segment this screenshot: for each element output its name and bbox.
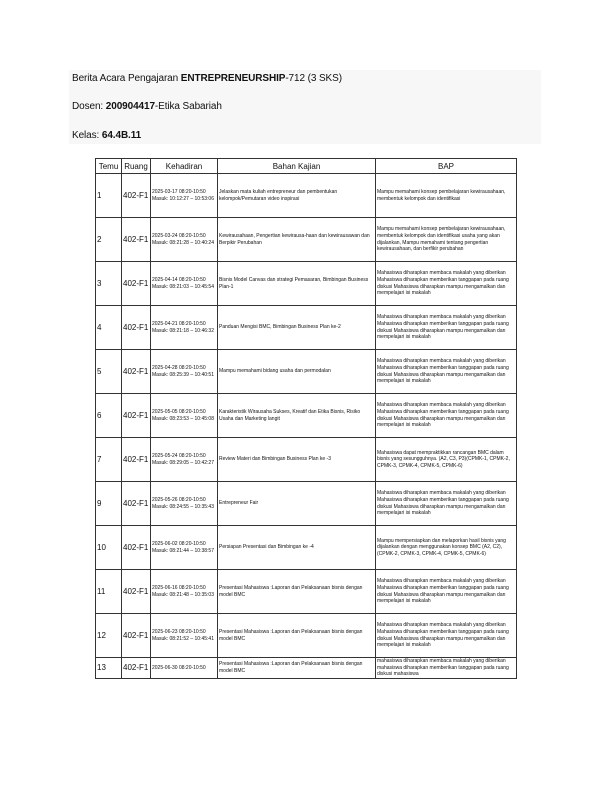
col-header-bap: BAP bbox=[376, 159, 517, 174]
cell-bahan-kajian: Mampu memahami bidang usaha dan permodalan bbox=[218, 350, 376, 394]
report-title: Berita Acara Pengajaran ENTREPRENEURSHIP-712 (3 SKS) bbox=[72, 73, 342, 84]
cell-temu: 7 bbox=[96, 438, 122, 482]
cell-kehadiran: 2025-04-14 08:20-10:50 Masuk: 08:21:03 – 10:45:54 bbox=[151, 262, 218, 306]
cell-bahan-kajian: Presentasi Mahasiswa :Laporan dan Pelaksanaan bisnis dengan model BMC bbox=[218, 658, 376, 679]
cell-ruang: 402-F1 bbox=[122, 570, 151, 614]
col-header-temu: Temu bbox=[96, 159, 122, 174]
lecturer-line: Dosen: 200904417-Etika Sabariah bbox=[72, 101, 222, 112]
cell-bahan-kajian: Kewirausahaan, Pengertian kewirausa-haan dan kewirausawan dan Berpikir Perubahan bbox=[218, 218, 376, 262]
cell-temu: 9 bbox=[96, 482, 122, 526]
cell-temu: 11 bbox=[96, 570, 122, 614]
cell-kehadiran: 2025-03-17 08:20-10:50 Masuk: 10:12:27 – 10:53:06 bbox=[151, 174, 218, 218]
cell-temu: 2 bbox=[96, 218, 122, 262]
report-header bbox=[69, 70, 541, 144]
cell-bahan-kajian: Entrepreneur Fair bbox=[218, 482, 376, 526]
cell-bahan-kajian: Persiapan Presentasi dan Bimbingan ke -4 bbox=[218, 526, 376, 570]
cell-ruang: 402-F1 bbox=[122, 526, 151, 570]
table-row bbox=[96, 570, 517, 614]
cell-kehadiran: 2025-05-05 08:20-10:50 Masuk: 08:23:53 – 10:45:08 bbox=[151, 394, 218, 438]
cell-bap: Mahasiswa diharapkan membaca makalah yang diberikan Mahasiswa diharapkan memberikan tanggapan pada ruang diskusi Mahasiswa diharapkan mampu mengamalkan dan mempelajari isi makalah bbox=[376, 394, 517, 438]
attendance-table bbox=[95, 158, 517, 679]
table-row bbox=[96, 350, 517, 394]
col-header-kehadiran: Kehadiran bbox=[151, 159, 218, 174]
cell-bap: Mahasiswa diharapkan membaca makalah yang diberikan Mahasiswa diharapkan memberikan tanggapan pada ruang diskusi Mahasiswa diharapkan mampu mengamalkan dan mempelajari isi makalah bbox=[376, 306, 517, 350]
cell-temu: 13 bbox=[96, 658, 122, 679]
cell-bap: Mampu mempersiapkan dan melaporkan hasil bisnis yang dijalankan dengan menggunakan konsep BMC (A2, C2), (CPMK-2, CPMK-3, CPMK-4, CPMK-5, CPMK-6) bbox=[376, 526, 517, 570]
cell-kehadiran: 2025-06-02 08:20-10:50 Masuk: 08:21:44 – 10:38:57 bbox=[151, 526, 218, 570]
cell-bahan-kajian: Panduan Mengisi BMC, Bimbingan Business Plan ke-2 bbox=[218, 306, 376, 350]
cell-bahan-kajian: Presentasi Mahasiswa :Laporan dan Pelaksanaan bisnis dengan model BMC bbox=[218, 570, 376, 614]
table-row bbox=[96, 262, 517, 306]
cell-kehadiran: 2025-04-21 08:20-10:50 Masuk: 08:21:18 – 10:46:32 bbox=[151, 306, 218, 350]
class-line: Kelas: 64.4B.11 bbox=[72, 130, 142, 141]
col-header-ruang: Ruang bbox=[122, 159, 151, 174]
table-row bbox=[96, 394, 517, 438]
cell-kehadiran: 2025-06-23 08:20-10:50 Masuk: 08:21:52 – 10:45:41 bbox=[151, 614, 218, 658]
cell-bap: Mahasiswa diharapkan membaca makalah yang diberikan Mahasiswa diharapkan memberikan tanggapan pada ruang diskusi Mahasiswa diharapkan mampu mengamalkan dan mempelajari isi makalah bbox=[376, 482, 517, 526]
cell-kehadiran: 2025-03-24 08:20-10:50 Masuk: 08:21:28 – 10:40:24 bbox=[151, 218, 218, 262]
cell-bahan-kajian: Karakteristik Wirausaha Sukses, Kreatif dan Etika Bisnis, Risiko Usaha dan Marketing langit bbox=[218, 394, 376, 438]
cell-kehadiran: 2025-04-28 08:20-10:50 Masuk: 08:25:39 – 10:40:51 bbox=[151, 350, 218, 394]
cell-ruang: 402-F1 bbox=[122, 350, 151, 394]
cell-bap: Mahasiswa diharapkan membaca makalah yang diberikan Mahasiswa diharapkan memberikan tanggapan pada ruang diskusi Mahasiswa diharapkan mampu mengamalkan dan mempelajari isi makalah bbox=[376, 570, 517, 614]
cell-kehadiran: 2025-05-26 08:20-10:50 Masuk: 08:24:55 – 10:35:43 bbox=[151, 482, 218, 526]
cell-bap: Mahasiswa diharapkan membaca makalah yang diberikan Mahasiswa diharapkan memberikan tanggapan pada ruang diskusi Mahasiswa diharapkan mampu mengamalkan dan mempelajari isi makalah bbox=[376, 262, 517, 306]
table-row bbox=[96, 306, 517, 350]
table-row bbox=[96, 174, 517, 218]
cell-bap: Mahasiswa dapat mempraktikkan rancangan BMC dalam bisnis yang sesungguhnya. (A2, C3, P3)(CPMK-1, CPMK-2, CPMK-3, CPMK-4, CPMK-5, CPMK-6) bbox=[376, 438, 517, 482]
table-row bbox=[96, 614, 517, 658]
cell-temu: 6 bbox=[96, 394, 122, 438]
cell-bap: Mampu memahami konsep pembelajaran kewirausahaan, membentuk kelompok dan identifikasi bbox=[376, 174, 517, 218]
cell-kehadiran: 2025-05-24 08:20-10:50 Masuk: 08:29:05 – 10:42:27 bbox=[151, 438, 218, 482]
cell-kehadiran: 2025-06-30 08:20-10:50 bbox=[151, 658, 218, 679]
cell-ruang: 402-F1 bbox=[122, 306, 151, 350]
cell-ruang: 402-F1 bbox=[122, 658, 151, 679]
cell-bap: Mampu memahami konsep pembelajaran kewirausahaan, membentuk kelompok dan identifikasi usaha yang akan dijalankan, Mampu memahami tentang pengertian kewirausahaan, dan berfikir perubahan bbox=[376, 218, 517, 262]
cell-bap: Mahasiswa diharapkan membaca makalah yang diberikan Mahasiswa diharapkan memberikan tanggapan pada ruang diskusi Mahasiswa diharapkan mampu mengamalkan dan mempelajari isi makalah bbox=[376, 350, 517, 394]
cell-ruang: 402-F1 bbox=[122, 394, 151, 438]
cell-temu: 3 bbox=[96, 262, 122, 306]
cell-bap: Mahasiswa diharapkan membaca makalah yang diberikan Mahasiswa diharapkan memberikan tanggapan pada ruang diskusi Mahasiswa diharapkan mampu mengamalkan dan mempelajari isi makalah bbox=[376, 614, 517, 658]
cell-kehadiran: 2025-06-16 08:20-10:50 Masuk: 08:21:48 – 10:35:03 bbox=[151, 570, 218, 614]
cell-temu: 12 bbox=[96, 614, 122, 658]
cell-ruang: 402-F1 bbox=[122, 438, 151, 482]
col-header-bahan-kajian: Bahan Kajian bbox=[218, 159, 376, 174]
table-row bbox=[96, 526, 517, 570]
cell-bahan-kajian: Review Materi dan Bimbingan Business Plan ke -3 bbox=[218, 438, 376, 482]
table-row bbox=[96, 218, 517, 262]
cell-bahan-kajian: Presentasi Mahasiswa :Laporan dan Pelaksanaan bisnis dengan model BMC bbox=[218, 614, 376, 658]
table-header-row bbox=[96, 159, 517, 174]
cell-ruang: 402-F1 bbox=[122, 174, 151, 218]
table-row bbox=[96, 658, 517, 679]
table-row bbox=[96, 482, 517, 526]
cell-ruang: 402-F1 bbox=[122, 614, 151, 658]
cell-temu: 10 bbox=[96, 526, 122, 570]
cell-bahan-kajian: Bisnis Model Canvas dan strategi Pemasaran, Bimbingan Business Plan-1 bbox=[218, 262, 376, 306]
table-row bbox=[96, 438, 517, 482]
cell-temu: 4 bbox=[96, 306, 122, 350]
cell-temu: 1 bbox=[96, 174, 122, 218]
cell-ruang: 402-F1 bbox=[122, 262, 151, 306]
cell-bahan-kajian: Jelaskan mata kuliah entrepreneur dan pembentukan kelompok/Pemutaran video inspirasi bbox=[218, 174, 376, 218]
cell-bap: mahasiswa diharapkan membaca makalah yang diberikan mahasiswa diharapkan memberikan tanggapan pada ruang diskusi mahasiswa bbox=[376, 658, 517, 679]
cell-temu: 5 bbox=[96, 350, 122, 394]
cell-ruang: 402-F1 bbox=[122, 482, 151, 526]
cell-ruang: 402-F1 bbox=[122, 218, 151, 262]
